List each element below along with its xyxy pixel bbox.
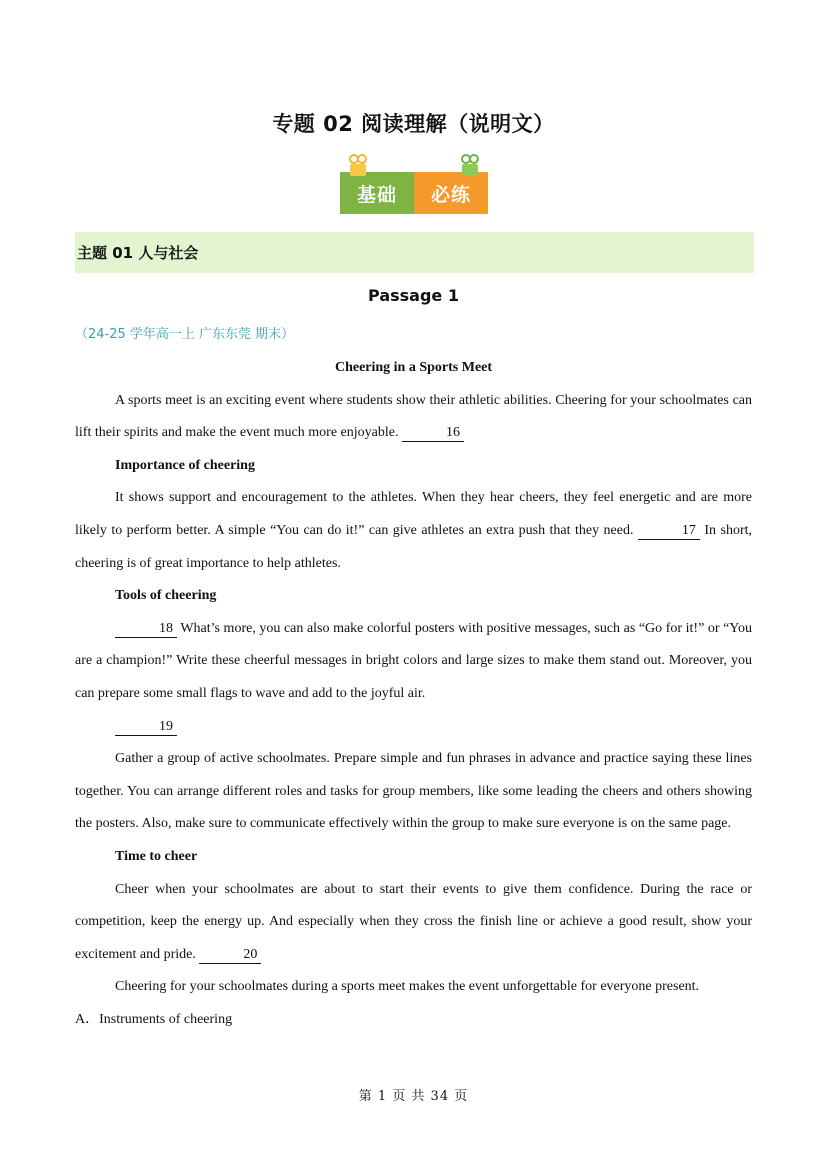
clip-icon: [348, 154, 368, 176]
paragraph: [75, 385, 752, 450]
paragraph-text: In short, cheering is of great importance to help athletes.: [75, 522, 752, 571]
answer-blank: 16: [402, 425, 464, 442]
paragraph-text: What’s more, you can also make colorful posters with positive messages, such as “Go for it!” or “You are a champion!” Write these cheerful messages in bright colors and large sizes to make them stand out. Moreover, you can prepare some small flags to wave and add to the joyful air.: [75, 620, 753, 701]
page-title: 专题 02 阅读理解（说明文）: [272, 112, 555, 136]
paragraph-text: It shows support and encouragement to the athletes. When they hear cheers, they feel energetic and are more likely to perform better. A simple “You can do it!” can give athletes an extra push that they need.: [75, 490, 752, 538]
passage-source: （24-25 学年高一上 广东东莞 期末）: [75, 327, 295, 342]
topic-heading: 主题 01 人与社会: [75, 232, 754, 273]
paragraph: Gather a group of active schoolmates. Prepare simple and fun phrases in advance and practice saying these lines together. You can arrange different roles and tasks for group members, like some leading the cheers and others showing the posters. Also, make sure to communicate effectively within the group to make sure everyone is on the same page.: [75, 751, 752, 832]
paragraph: [75, 482, 752, 580]
answer-blank: 20: [199, 947, 261, 964]
badge-label-basic: 基础: [340, 172, 414, 214]
paragraph: [75, 711, 752, 744]
paragraph: [75, 613, 752, 711]
section-heading: Time to cheer: [115, 848, 198, 864]
paragraph: [75, 874, 752, 972]
passage-label: Passage 1: [368, 286, 459, 305]
article-title: Cheering in a Sports Meet: [334, 360, 493, 375]
paragraph-text: A sports meet is an exciting event where students show their athletic abilities. Cheering for your schoolmates can lift their spirits and make the event much more enjoyable.: [75, 392, 752, 441]
answer-blank: 17: [638, 523, 700, 540]
badge-label-practice: 必练: [414, 172, 488, 214]
clip-icon: [460, 154, 480, 176]
paragraph: Cheering for your schoolmates during a sports meet makes the event unforgettable for everyone present.: [115, 979, 700, 995]
section-badge: [340, 172, 488, 214]
article-body: [75, 352, 752, 1036]
answer-blank: 19: [115, 719, 177, 736]
section-heading: Importance of cheering: [115, 457, 255, 473]
section-heading: Tools of cheering: [115, 588, 217, 604]
answer-option: A．Instruments of cheering: [75, 1011, 233, 1027]
page-footer: 第 1 页 共 34 页: [358, 1089, 469, 1104]
answer-blank: 18: [115, 621, 177, 638]
paragraph-text: Cheer when your schoolmates are about to start their events to give them confidence. During the race or competition, keep the energy up. And especially when they cross the finish line or achieve a good result, show your excitement and pride.: [75, 881, 752, 962]
